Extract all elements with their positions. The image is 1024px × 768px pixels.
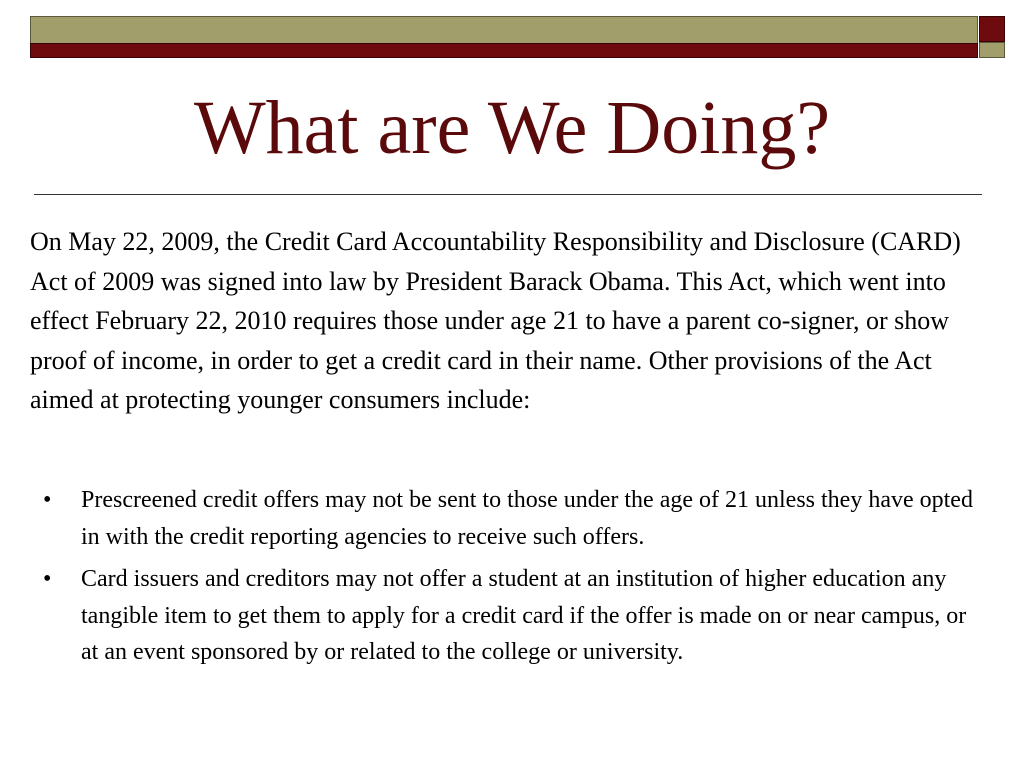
slide-title: What are We Doing? [193,86,831,170]
header-olive-stripe [30,16,978,44]
list-item-text: Card issuers and creditors may not offer a student at an institution of higher education any tangible item to get them to apply for a credit card if the offer is made on or near campus, or at an event sponsored by or related to the college or university. [81,566,967,665]
list-item-text: Prescreened credit offers may not be sent to those under the age of 21 unless they have opted in with the credit reporting agencies to receive such offers. [81,487,973,550]
header-maroon-stripe [30,43,978,58]
intro-paragraph: On May 22, 2009, the Credit Card Accountability Responsibility and Disclosure (CARD) Act of 2009 was signed into law by President Barack Obama. This Act, which went into effect February 22, 2010 requires those under age 21 to have a parent co-signer, or show proof of income, in order to get a credit card in their name. Other provisions of the Act aimed at protecting younger consumers include: [30,227,961,415]
list-item [30,482,985,555]
header-corner-decor [979,16,1005,58]
bullet-icon: • [43,566,52,592]
corner-olive-block [979,42,1005,58]
provisions-list [30,482,985,677]
header-decor-band [30,16,978,58]
title-divider [34,194,982,195]
list-item [30,561,985,671]
bullet-icon: • [43,487,52,513]
corner-maroon-square [979,16,1005,42]
